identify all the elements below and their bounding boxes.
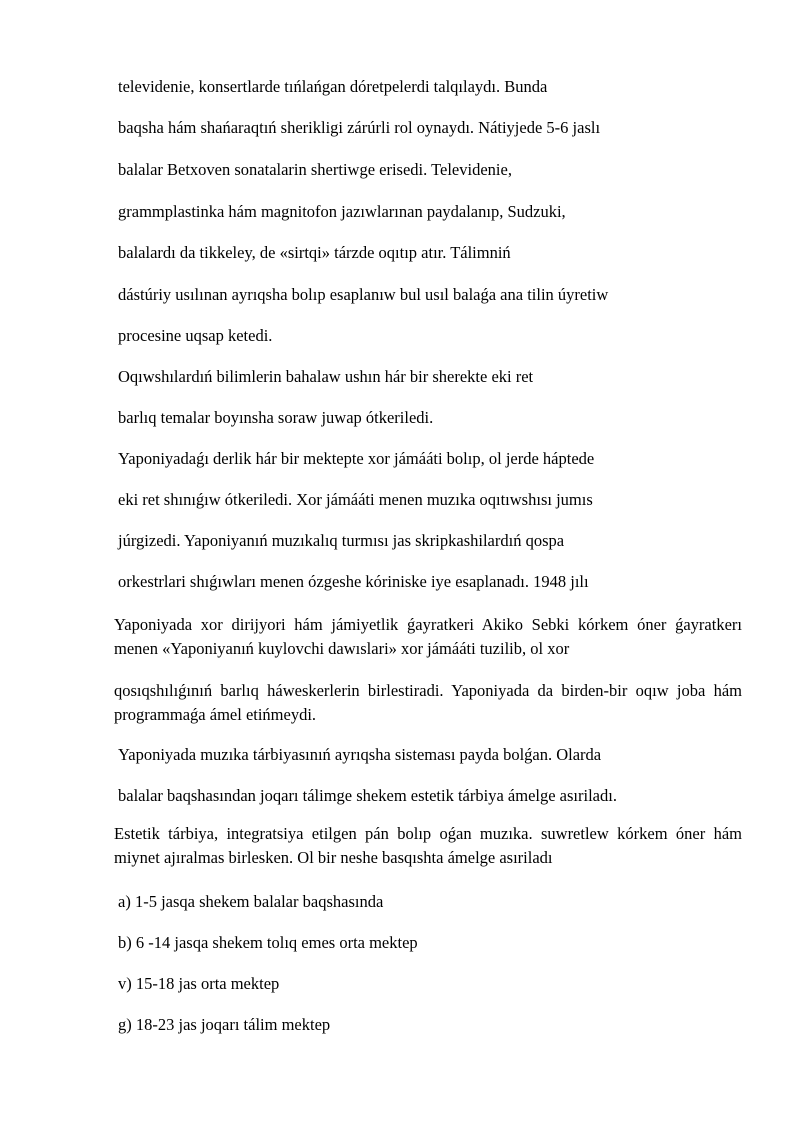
text-line: Yaponiyada muzıka tárbiyasınıń ayrıqsha sisteması payda bolǵan. Olarda: [118, 745, 602, 764]
list-item: v) 15-18 jas orta mektep: [118, 974, 280, 993]
text-line: balalardı da tikkeley, de «sirtqi» tárzde oqıtıp atır. Tálimniń: [118, 243, 511, 262]
paragraph-estetik-tarbiya: Estetik tárbiya, integratsiya etilgen pán bolıp oǵan muzıka. suwretlew kórkem óner hám miynet ajıralmas birlesken. Ol bir neshe basqıshta ámelge asıriladı: [114, 824, 742, 867]
list-item: g) 18-23 jas joqarı tálim mektep: [118, 1015, 331, 1034]
text-line: procesine uqsap ketedi.: [118, 326, 273, 345]
text-line: eki ret shınıǵıw ótkeriledi. Xor jámááti menen muzıka oqıtıwshısı jumıs: [118, 490, 593, 509]
text-line: Oqıwshılardıń bilimlerin bahalaw ushın hár bir sherekte eki ret: [118, 367, 534, 386]
list-item: a) 1-5 jasqa shekem balalar baqshasında: [118, 892, 384, 911]
text-line: orkestrlari shıǵıwları menen ózgeshe kóriniske iye esaplanadı. 1948 jılı: [118, 572, 589, 591]
text-line: televidenie, konsertlarde tıńlańgan dóretpelerdi talqılaydı. Bunda: [118, 77, 548, 96]
text-line: baqsha hám shańaraqtıń sherikligi zárúrli rol oynaydı. Nátiyjede 5-6 jaslı: [118, 118, 601, 137]
text-line: dástúriy usılınan ayrıqsha bolıp esaplanıw bul usıl balaǵa ana tilin úyretiw: [118, 285, 609, 304]
text-line: balalar Betxoven sonatalarin shertiwge erisedi. Televidenie,: [118, 160, 512, 179]
text-line: Yaponiyadaǵı derlik hár bir mektepte xor jámááti bolıp, ol jerde háptede: [118, 449, 595, 468]
paragraph-xor-qosiqshiligi: qosıqshılıǵınıń barlıq háweskerlerin birlestiradi. Yaponiyada da birden-bir oqıw joba hám programmaǵa ámel etińmeydi.: [114, 681, 742, 724]
paragraph-akiko-sebki: Yaponiyada xor dirijyori hám jámiyetlik ǵayratkeri Akiko Sebki kórkem óner ǵayratkerı menen «Yaponiyanıń kuylovchi dawıslari» xor jámááti tuzilib, ol xor: [114, 615, 742, 658]
text-line: barlıq temalar boyınsha soraw juwap ótkeriledi.: [118, 408, 434, 427]
text-line: grammplastinka hám magnitofon jazıwlarınan paydalanıp, Sudzuki,: [118, 202, 566, 221]
list-item: b) 6 -14 jasqa shekem tolıq emes orta mektep: [118, 933, 418, 952]
text-line: balalar baqshasından joqarı tálimge shekem estetik tárbiya ámelge asıriladı.: [118, 786, 617, 805]
text-line: júrgizedi. Yaponiyanıń muzıkalıq turmısı jas skripkashilardıń qospa: [118, 531, 565, 550]
